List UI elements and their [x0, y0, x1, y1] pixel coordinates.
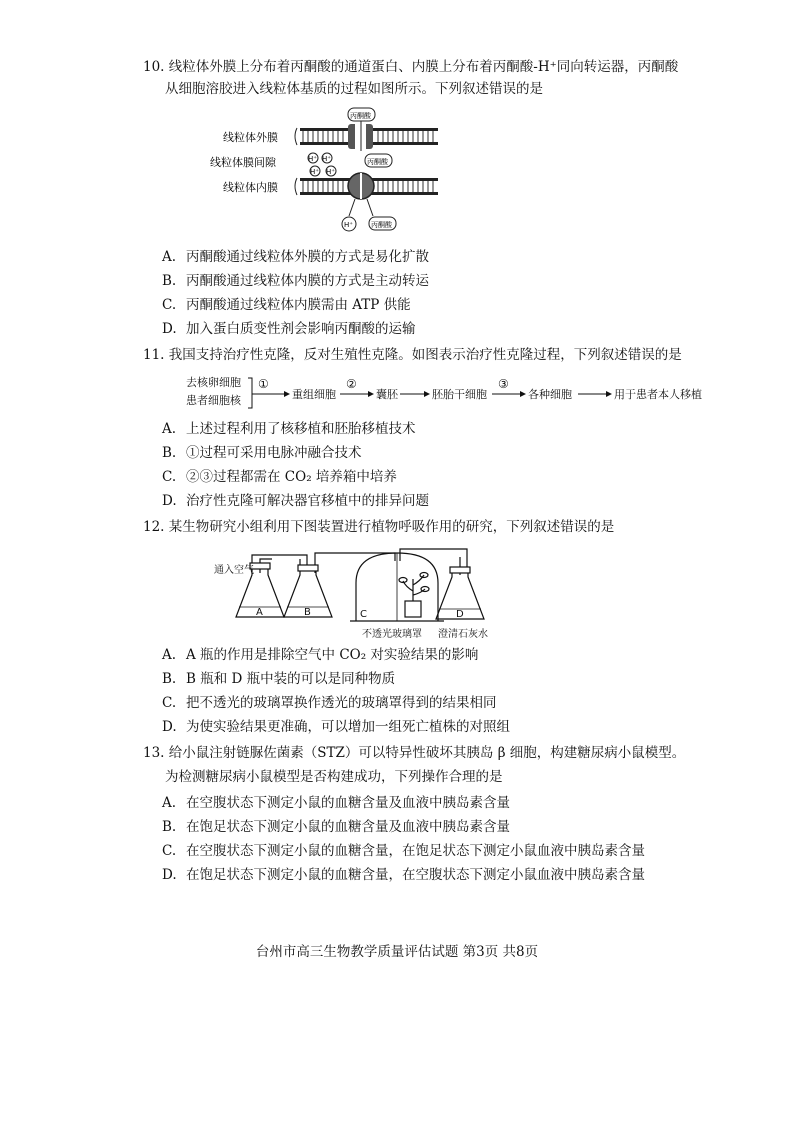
q11-stem-text: 我国支持治疗性克隆，反对生殖性克隆。如图表示治疗性克隆过程，下列叙述错误的是: [168, 347, 682, 363]
option-letter: C.: [162, 297, 177, 313]
option-text: ②③过程都需在 CO₂ 培养箱中培养: [186, 469, 397, 485]
pyruvate-matrix-label: 丙酮酸: [371, 221, 392, 229]
q13-stem-line2: 为检测糖尿病小鼠模型是否构建成功，下列操作合理的是: [165, 769, 503, 785]
hplus-space-2: H⁺: [322, 155, 331, 163]
q12-option-d: [162, 718, 510, 736]
q12-option-a: [162, 646, 478, 664]
option-letter: B.: [162, 671, 177, 687]
flask-d-label: D: [456, 609, 464, 620]
option-text: 丙酮酸通过线粒体外膜的方式是易化扩散: [186, 249, 429, 265]
option-letter: D.: [162, 867, 177, 883]
option-text: 丙酮酸通过线粒体内膜需由 ATP 供能: [186, 297, 411, 313]
flow-node-transplant: 用于患者本人移植: [614, 388, 702, 401]
flow-step3: ③: [498, 377, 509, 391]
q11-number: 11.: [143, 347, 165, 363]
option-text: B 瓶和 D 瓶中装的可以是同种物质: [186, 671, 396, 687]
flow-step1: ①: [258, 377, 269, 391]
q10-stem-line1: [143, 58, 678, 76]
pyruvate-top-label: 丙酮酸: [350, 112, 371, 120]
q10-option-b: [162, 272, 429, 290]
option-text: 上述过程利用了核移植和胚胎移植技术: [186, 421, 416, 437]
option-letter: D.: [162, 719, 177, 735]
option-letter: D.: [162, 321, 177, 337]
hplus-matrix: H⁺: [344, 221, 353, 229]
q11-option-c: [162, 468, 397, 486]
flow-source-nucleus: 患者细胞核: [186, 394, 241, 407]
opaque-cover-label: 不透光玻璃罩: [362, 629, 422, 640]
option-letter: A.: [162, 249, 177, 265]
q10-option-d: [162, 320, 416, 338]
hplus-space-3: H⁺: [310, 168, 319, 176]
flow-source-oocyte: 去核卵细胞: [186, 376, 241, 389]
q11-option-b: [162, 444, 362, 462]
option-text: 加入蛋白质变性剂会影响丙酮酸的运输: [186, 321, 416, 337]
q10-number: 10.: [143, 59, 165, 75]
option-text: 丙酮酸通过线粒体内膜的方式是主动转运: [186, 273, 429, 289]
page-footer: 台州市高三生物教学质量评估试题 第3页 共8页: [255, 944, 539, 960]
option-text: 在空腹状态下测定小鼠的血糖含量及血液中胰岛素含量: [186, 795, 510, 811]
option-letter: C.: [162, 695, 177, 711]
label-intermembrane-space: 线粒体膜间隙: [210, 156, 276, 169]
flask-b-label: B: [304, 607, 311, 618]
option-text: 把不透光的玻璃罩换作透光的玻璃罩得到的结果相同: [186, 695, 497, 711]
option-text: 在饱足状态下测定小鼠的血糖含量及血液中胰岛素含量: [186, 819, 510, 835]
q13-stem-line1: [143, 744, 685, 762]
q13-option-a: [162, 794, 510, 812]
q12-stem: [143, 518, 614, 536]
flow-step2: ②: [346, 377, 357, 391]
pyruvate-space-label: 丙酮酸: [367, 158, 388, 166]
flow-node-blastocyst: 囊胚: [376, 388, 398, 401]
q11-option-a: [162, 420, 416, 438]
q11-cloning-flowchart: [186, 372, 706, 412]
flow-node-cells: 各种细胞: [528, 388, 572, 401]
q13-option-b: [162, 818, 510, 836]
air-inlet-label: 通入空气: [214, 565, 254, 576]
q12-apparatus-figure: [212, 545, 512, 645]
jar-c-label: C: [360, 609, 367, 620]
outer-membrane: [300, 124, 438, 149]
q10-option-c: [162, 296, 411, 314]
option-letter: D.: [162, 493, 177, 509]
option-letter: B.: [162, 445, 177, 461]
option-letter: C.: [162, 469, 177, 485]
label-outer-membrane: 线粒体外膜: [223, 131, 278, 144]
q12-option-c: [162, 694, 497, 712]
option-text: 治疗性克隆可解决器官移植中的排异问题: [186, 493, 429, 509]
option-text: ①过程可采用电脉冲融合技术: [186, 445, 362, 461]
flask-a-label: A: [256, 607, 263, 618]
q10-stem-text1: 线粒体外膜上分布着丙酮酸的通道蛋白、内膜上分布着丙酮酸-H⁺同向转运器，丙酮酸: [168, 59, 679, 75]
inner-membrane: [300, 173, 438, 199]
q10-stem-line2: 从细胞溶胶进入线粒体基质的过程如图所示。下列叙述错误的是: [165, 81, 543, 97]
q11-option-d: [162, 492, 429, 510]
q10-option-a: [162, 248, 429, 266]
option-letter: A.: [162, 647, 177, 663]
option-letter: A.: [162, 795, 177, 811]
option-text: 为使实验结果更准确，可以增加一组死亡植株的对照组: [186, 719, 510, 735]
option-letter: A.: [162, 421, 177, 437]
q12-option-b: [162, 670, 395, 688]
option-letter: B.: [162, 273, 177, 289]
q13-stem-text1: 给小鼠注射链脲佐菌素（STZ）可以特异性破坏其胰岛 β 细胞，构建糖尿病小鼠模型。: [168, 745, 686, 761]
flow-node-esc: 胚胎干细胞: [432, 388, 487, 401]
option-letter: B.: [162, 819, 177, 835]
q11-stem: [143, 346, 682, 364]
option-letter: C.: [162, 843, 177, 859]
q13-number: 13.: [143, 745, 165, 761]
limewater-label: 澄清石灰水: [438, 629, 488, 640]
q13-option-c: [162, 842, 645, 860]
flow-node-recombinant: 重组细胞: [292, 388, 336, 401]
label-inner-membrane: 线粒体内膜: [223, 181, 278, 194]
hplus-space-1: H⁺: [308, 155, 317, 163]
q10-mitochondria-figure: [205, 106, 445, 236]
q12-number: 12.: [143, 519, 165, 535]
option-text: 在空腹状态下测定小鼠的血糖含量，在饱足状态下测定小鼠血液中胰岛素含量: [186, 843, 645, 859]
q13-option-d: [162, 866, 645, 884]
hplus-space-4: H⁺: [326, 168, 335, 176]
q12-stem-text: 某生物研究小组利用下图装置进行植物呼吸作用的研究，下列叙述错误的是: [168, 519, 615, 535]
option-text: A 瓶的作用是排除空气中 CO₂ 对实验结果的影响: [186, 647, 479, 663]
option-text: 在饱足状态下测定小鼠的血糖含量，在空腹状态下测定小鼠血液中胰岛素含量: [186, 867, 645, 883]
